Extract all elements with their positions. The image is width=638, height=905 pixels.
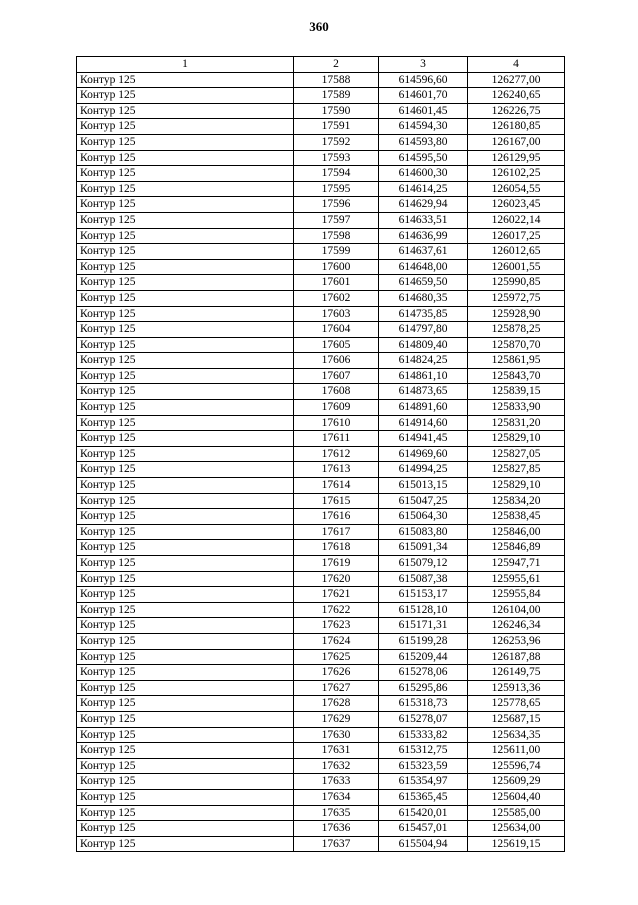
x-coordinate-cell: 615457,01 bbox=[379, 821, 468, 837]
point-number-cell: 17628 bbox=[294, 696, 379, 712]
contour-name-cell: Контур 125 bbox=[77, 259, 294, 275]
table-row bbox=[77, 462, 565, 478]
table-row bbox=[77, 540, 565, 556]
y-coordinate-cell: 125838,45 bbox=[468, 509, 565, 525]
point-number-cell: 17601 bbox=[294, 275, 379, 291]
x-coordinate-cell: 615312,75 bbox=[379, 743, 468, 759]
table-body bbox=[77, 72, 565, 852]
y-coordinate-cell: 125585,00 bbox=[468, 805, 565, 821]
table-row bbox=[77, 72, 565, 88]
table-row bbox=[77, 368, 565, 384]
column-header-1: 1 bbox=[77, 57, 294, 73]
point-number-cell: 17599 bbox=[294, 244, 379, 260]
x-coordinate-cell: 615199,28 bbox=[379, 633, 468, 649]
y-coordinate-cell: 126129,95 bbox=[468, 150, 565, 166]
point-number-cell: 17609 bbox=[294, 400, 379, 416]
contour-name-cell: Контур 125 bbox=[77, 446, 294, 462]
y-coordinate-cell: 125634,35 bbox=[468, 727, 565, 743]
contour-name-cell: Контур 125 bbox=[77, 743, 294, 759]
table-row bbox=[77, 805, 565, 821]
table-row bbox=[77, 509, 565, 525]
y-coordinate-cell: 126180,85 bbox=[468, 119, 565, 135]
column-header-3: 3 bbox=[379, 57, 468, 73]
x-coordinate-cell: 614593,80 bbox=[379, 134, 468, 150]
point-number-cell: 17589 bbox=[294, 88, 379, 104]
y-coordinate-cell: 125609,29 bbox=[468, 774, 565, 790]
point-number-cell: 17600 bbox=[294, 259, 379, 275]
point-number-cell: 17602 bbox=[294, 290, 379, 306]
point-number-cell: 17626 bbox=[294, 665, 379, 681]
x-coordinate-cell: 614861,10 bbox=[379, 368, 468, 384]
x-coordinate-cell: 615333,82 bbox=[379, 727, 468, 743]
point-number-cell: 17596 bbox=[294, 197, 379, 213]
table-row bbox=[77, 181, 565, 197]
contour-name-cell: Контур 125 bbox=[77, 181, 294, 197]
x-coordinate-cell: 615365,45 bbox=[379, 789, 468, 805]
y-coordinate-cell: 126104,00 bbox=[468, 602, 565, 618]
table-row bbox=[77, 571, 565, 587]
y-coordinate-cell: 125611,00 bbox=[468, 743, 565, 759]
point-number-cell: 17618 bbox=[294, 540, 379, 556]
x-coordinate-cell: 614637,61 bbox=[379, 244, 468, 260]
contour-name-cell: Контур 125 bbox=[77, 400, 294, 416]
x-coordinate-cell: 614601,45 bbox=[379, 103, 468, 119]
contour-name-cell: Контур 125 bbox=[77, 696, 294, 712]
y-coordinate-cell: 125634,00 bbox=[468, 821, 565, 837]
x-coordinate-cell: 614735,85 bbox=[379, 306, 468, 322]
point-number-cell: 17627 bbox=[294, 680, 379, 696]
table-row bbox=[77, 103, 565, 119]
contour-name-cell: Контур 125 bbox=[77, 103, 294, 119]
contour-name-cell: Контур 125 bbox=[77, 649, 294, 665]
y-coordinate-cell: 126012,65 bbox=[468, 244, 565, 260]
point-number-cell: 17634 bbox=[294, 789, 379, 805]
point-number-cell: 17588 bbox=[294, 72, 379, 88]
x-coordinate-cell: 614941,45 bbox=[379, 431, 468, 447]
table-row bbox=[77, 711, 565, 727]
contour-name-cell: Контур 125 bbox=[77, 618, 294, 634]
contour-name-cell: Контур 125 bbox=[77, 322, 294, 338]
point-number-cell: 17595 bbox=[294, 181, 379, 197]
y-coordinate-cell: 126246,34 bbox=[468, 618, 565, 634]
y-coordinate-cell: 126240,65 bbox=[468, 88, 565, 104]
point-number-cell: 17603 bbox=[294, 306, 379, 322]
y-coordinate-cell: 125687,15 bbox=[468, 711, 565, 727]
contour-name-cell: Контур 125 bbox=[77, 212, 294, 228]
contour-name-cell: Контур 125 bbox=[77, 166, 294, 182]
y-coordinate-cell: 125829,10 bbox=[468, 478, 565, 494]
table-row bbox=[77, 633, 565, 649]
x-coordinate-cell: 615318,73 bbox=[379, 696, 468, 712]
y-coordinate-cell: 125955,84 bbox=[468, 587, 565, 603]
table-row bbox=[77, 602, 565, 618]
table-row bbox=[77, 244, 565, 260]
point-number-cell: 17608 bbox=[294, 384, 379, 400]
contour-name-cell: Контур 125 bbox=[77, 727, 294, 743]
y-coordinate-cell: 125955,61 bbox=[468, 571, 565, 587]
table-row bbox=[77, 88, 565, 104]
x-coordinate-cell: 614629,94 bbox=[379, 197, 468, 213]
y-coordinate-cell: 126226,75 bbox=[468, 103, 565, 119]
table-row bbox=[77, 119, 565, 135]
point-number-cell: 17637 bbox=[294, 836, 379, 852]
table-row bbox=[77, 306, 565, 322]
x-coordinate-cell: 615504,94 bbox=[379, 836, 468, 852]
contour-name-cell: Контур 125 bbox=[77, 72, 294, 88]
contour-name-cell: Контур 125 bbox=[77, 524, 294, 540]
point-number-cell: 17633 bbox=[294, 774, 379, 790]
table-row bbox=[77, 212, 565, 228]
table-row bbox=[77, 727, 565, 743]
column-header-2: 2 bbox=[294, 57, 379, 73]
x-coordinate-cell: 615047,25 bbox=[379, 493, 468, 509]
y-coordinate-cell: 125861,95 bbox=[468, 353, 565, 369]
x-coordinate-cell: 614614,25 bbox=[379, 181, 468, 197]
y-coordinate-cell: 125878,25 bbox=[468, 322, 565, 338]
table-row bbox=[77, 322, 565, 338]
x-coordinate-cell: 615079,12 bbox=[379, 556, 468, 572]
point-number-cell: 17592 bbox=[294, 134, 379, 150]
table-row bbox=[77, 680, 565, 696]
table-row bbox=[77, 134, 565, 150]
y-coordinate-cell: 125827,85 bbox=[468, 462, 565, 478]
contour-name-cell: Контур 125 bbox=[77, 509, 294, 525]
x-coordinate-cell: 614648,00 bbox=[379, 259, 468, 275]
contour-name-cell: Контур 125 bbox=[77, 680, 294, 696]
y-coordinate-cell: 125843,70 bbox=[468, 368, 565, 384]
contour-name-cell: Контур 125 bbox=[77, 602, 294, 618]
contour-name-cell: Контур 125 bbox=[77, 711, 294, 727]
point-number-cell: 17622 bbox=[294, 602, 379, 618]
point-number-cell: 17630 bbox=[294, 727, 379, 743]
contour-name-cell: Контур 125 bbox=[77, 587, 294, 603]
table-row bbox=[77, 166, 565, 182]
table-row bbox=[77, 493, 565, 509]
table-row bbox=[77, 275, 565, 291]
y-coordinate-cell: 126253,96 bbox=[468, 633, 565, 649]
table-row bbox=[77, 353, 565, 369]
point-number-cell: 17590 bbox=[294, 103, 379, 119]
x-coordinate-cell: 615013,15 bbox=[379, 478, 468, 494]
y-coordinate-cell: 126102,25 bbox=[468, 166, 565, 182]
y-coordinate-cell: 125833,90 bbox=[468, 400, 565, 416]
table-row bbox=[77, 836, 565, 852]
x-coordinate-cell: 614809,40 bbox=[379, 337, 468, 353]
contour-name-cell: Контур 125 bbox=[77, 275, 294, 291]
table-row bbox=[77, 743, 565, 759]
y-coordinate-cell: 125870,70 bbox=[468, 337, 565, 353]
table-row bbox=[77, 758, 565, 774]
contour-name-cell: Контур 125 bbox=[77, 774, 294, 790]
table-row bbox=[77, 228, 565, 244]
point-number-cell: 17624 bbox=[294, 633, 379, 649]
x-coordinate-cell: 615209,44 bbox=[379, 649, 468, 665]
contour-name-cell: Контур 125 bbox=[77, 836, 294, 852]
table-row bbox=[77, 696, 565, 712]
y-coordinate-cell: 126022,14 bbox=[468, 212, 565, 228]
table-row bbox=[77, 197, 565, 213]
x-coordinate-cell: 615278,07 bbox=[379, 711, 468, 727]
point-number-cell: 17619 bbox=[294, 556, 379, 572]
table-row bbox=[77, 821, 565, 837]
y-coordinate-cell: 125972,75 bbox=[468, 290, 565, 306]
x-coordinate-cell: 614797,80 bbox=[379, 322, 468, 338]
x-coordinate-cell: 615064,30 bbox=[379, 509, 468, 525]
table-row bbox=[77, 415, 565, 431]
point-number-cell: 17620 bbox=[294, 571, 379, 587]
contour-name-cell: Контур 125 bbox=[77, 431, 294, 447]
contour-name-cell: Контур 125 bbox=[77, 571, 294, 587]
table-row bbox=[77, 259, 565, 275]
x-coordinate-cell: 615295,86 bbox=[379, 680, 468, 696]
contour-name-cell: Контур 125 bbox=[77, 119, 294, 135]
point-number-cell: 17615 bbox=[294, 493, 379, 509]
x-coordinate-cell: 614994,25 bbox=[379, 462, 468, 478]
y-coordinate-cell: 126001,55 bbox=[468, 259, 565, 275]
y-coordinate-cell: 125913,36 bbox=[468, 680, 565, 696]
y-coordinate-cell: 126017,25 bbox=[468, 228, 565, 244]
y-coordinate-cell: 126277,00 bbox=[468, 72, 565, 88]
point-number-cell: 17593 bbox=[294, 150, 379, 166]
y-coordinate-cell: 125619,15 bbox=[468, 836, 565, 852]
point-number-cell: 17610 bbox=[294, 415, 379, 431]
table-row bbox=[77, 150, 565, 166]
table-row bbox=[77, 618, 565, 634]
table-row bbox=[77, 478, 565, 494]
point-number-cell: 17625 bbox=[294, 649, 379, 665]
y-coordinate-cell: 125846,89 bbox=[468, 540, 565, 556]
x-coordinate-cell: 615278,06 bbox=[379, 665, 468, 681]
contour-name-cell: Контур 125 bbox=[77, 368, 294, 384]
x-coordinate-cell: 615091,34 bbox=[379, 540, 468, 556]
point-number-cell: 17629 bbox=[294, 711, 379, 727]
contour-name-cell: Контур 125 bbox=[77, 805, 294, 821]
point-number-cell: 17607 bbox=[294, 368, 379, 384]
y-coordinate-cell: 125839,15 bbox=[468, 384, 565, 400]
table-row bbox=[77, 524, 565, 540]
contour-name-cell: Контур 125 bbox=[77, 665, 294, 681]
y-coordinate-cell: 126054,55 bbox=[468, 181, 565, 197]
contour-name-cell: Контур 125 bbox=[77, 228, 294, 244]
x-coordinate-cell: 614594,30 bbox=[379, 119, 468, 135]
table-header-row bbox=[77, 57, 565, 73]
contour-name-cell: Контур 125 bbox=[77, 134, 294, 150]
point-number-cell: 17614 bbox=[294, 478, 379, 494]
x-coordinate-cell: 614969,60 bbox=[379, 446, 468, 462]
y-coordinate-cell: 125990,85 bbox=[468, 275, 565, 291]
y-coordinate-cell: 125928,90 bbox=[468, 306, 565, 322]
y-coordinate-cell: 126023,45 bbox=[468, 197, 565, 213]
point-number-cell: 17631 bbox=[294, 743, 379, 759]
table-row bbox=[77, 337, 565, 353]
y-coordinate-cell: 125596,74 bbox=[468, 758, 565, 774]
point-number-cell: 17623 bbox=[294, 618, 379, 634]
table-row bbox=[77, 665, 565, 681]
contour-name-cell: Контур 125 bbox=[77, 290, 294, 306]
x-coordinate-cell: 615420,01 bbox=[379, 805, 468, 821]
table-row bbox=[77, 431, 565, 447]
x-coordinate-cell: 615354,97 bbox=[379, 774, 468, 790]
table-row bbox=[77, 446, 565, 462]
x-coordinate-cell: 615153,17 bbox=[379, 587, 468, 603]
point-number-cell: 17636 bbox=[294, 821, 379, 837]
table-row bbox=[77, 400, 565, 416]
contour-name-cell: Контур 125 bbox=[77, 633, 294, 649]
y-coordinate-cell: 125834,20 bbox=[468, 493, 565, 509]
contour-name-cell: Контур 125 bbox=[77, 384, 294, 400]
x-coordinate-cell: 614891,60 bbox=[379, 400, 468, 416]
coordinates-table bbox=[76, 56, 565, 852]
table-row bbox=[77, 649, 565, 665]
contour-name-cell: Контур 125 bbox=[77, 353, 294, 369]
y-coordinate-cell: 125604,40 bbox=[468, 789, 565, 805]
y-coordinate-cell: 125829,10 bbox=[468, 431, 565, 447]
x-coordinate-cell: 614914,60 bbox=[379, 415, 468, 431]
x-coordinate-cell: 615171,31 bbox=[379, 618, 468, 634]
table-row bbox=[77, 384, 565, 400]
y-coordinate-cell: 125947,71 bbox=[468, 556, 565, 572]
x-coordinate-cell: 615323,59 bbox=[379, 758, 468, 774]
y-coordinate-cell: 126167,00 bbox=[468, 134, 565, 150]
contour-name-cell: Контур 125 bbox=[77, 337, 294, 353]
x-coordinate-cell: 614595,50 bbox=[379, 150, 468, 166]
contour-name-cell: Контур 125 bbox=[77, 789, 294, 805]
x-coordinate-cell: 614824,25 bbox=[379, 353, 468, 369]
x-coordinate-cell: 614601,70 bbox=[379, 88, 468, 104]
contour-name-cell: Контур 125 bbox=[77, 306, 294, 322]
y-coordinate-cell: 125831,20 bbox=[468, 415, 565, 431]
contour-name-cell: Контур 125 bbox=[77, 540, 294, 556]
contour-name-cell: Контур 125 bbox=[77, 197, 294, 213]
y-coordinate-cell: 125778,65 bbox=[468, 696, 565, 712]
contour-name-cell: Контур 125 bbox=[77, 462, 294, 478]
x-coordinate-cell: 614873,65 bbox=[379, 384, 468, 400]
table-row bbox=[77, 587, 565, 603]
point-number-cell: 17594 bbox=[294, 166, 379, 182]
y-coordinate-cell: 125827,05 bbox=[468, 446, 565, 462]
point-number-cell: 17604 bbox=[294, 322, 379, 338]
contour-name-cell: Контур 125 bbox=[77, 821, 294, 837]
x-coordinate-cell: 614680,35 bbox=[379, 290, 468, 306]
contour-name-cell: Контур 125 bbox=[77, 556, 294, 572]
x-coordinate-cell: 614600,30 bbox=[379, 166, 468, 182]
point-number-cell: 17621 bbox=[294, 587, 379, 603]
point-number-cell: 17605 bbox=[294, 337, 379, 353]
point-number-cell: 17612 bbox=[294, 446, 379, 462]
column-header-4: 4 bbox=[468, 57, 565, 73]
contour-name-cell: Контур 125 bbox=[77, 758, 294, 774]
contour-name-cell: Контур 125 bbox=[77, 150, 294, 166]
x-coordinate-cell: 614659,50 bbox=[379, 275, 468, 291]
x-coordinate-cell: 615128,10 bbox=[379, 602, 468, 618]
y-coordinate-cell: 126187,88 bbox=[468, 649, 565, 665]
contour-name-cell: Контур 125 bbox=[77, 244, 294, 260]
point-number-cell: 17597 bbox=[294, 212, 379, 228]
point-number-cell: 17606 bbox=[294, 353, 379, 369]
x-coordinate-cell: 615087,38 bbox=[379, 571, 468, 587]
x-coordinate-cell: 614596,60 bbox=[379, 72, 468, 88]
point-number-cell: 17635 bbox=[294, 805, 379, 821]
point-number-cell: 17632 bbox=[294, 758, 379, 774]
y-coordinate-cell: 125846,00 bbox=[468, 524, 565, 540]
contour-name-cell: Контур 125 bbox=[77, 88, 294, 104]
table-row bbox=[77, 774, 565, 790]
point-number-cell: 17611 bbox=[294, 431, 379, 447]
page-number: 360 bbox=[309, 19, 329, 34]
table-row bbox=[77, 290, 565, 306]
table-row bbox=[77, 556, 565, 572]
point-number-cell: 17613 bbox=[294, 462, 379, 478]
contour-name-cell: Контур 125 bbox=[77, 478, 294, 494]
point-number-cell: 17598 bbox=[294, 228, 379, 244]
point-number-cell: 17591 bbox=[294, 119, 379, 135]
y-coordinate-cell: 126149,75 bbox=[468, 665, 565, 681]
x-coordinate-cell: 614636,99 bbox=[379, 228, 468, 244]
x-coordinate-cell: 614633,51 bbox=[379, 212, 468, 228]
contour-name-cell: Контур 125 bbox=[77, 493, 294, 509]
point-number-cell: 17616 bbox=[294, 509, 379, 525]
table-row bbox=[77, 789, 565, 805]
point-number-cell: 17617 bbox=[294, 524, 379, 540]
contour-name-cell: Контур 125 bbox=[77, 415, 294, 431]
x-coordinate-cell: 615083,80 bbox=[379, 524, 468, 540]
